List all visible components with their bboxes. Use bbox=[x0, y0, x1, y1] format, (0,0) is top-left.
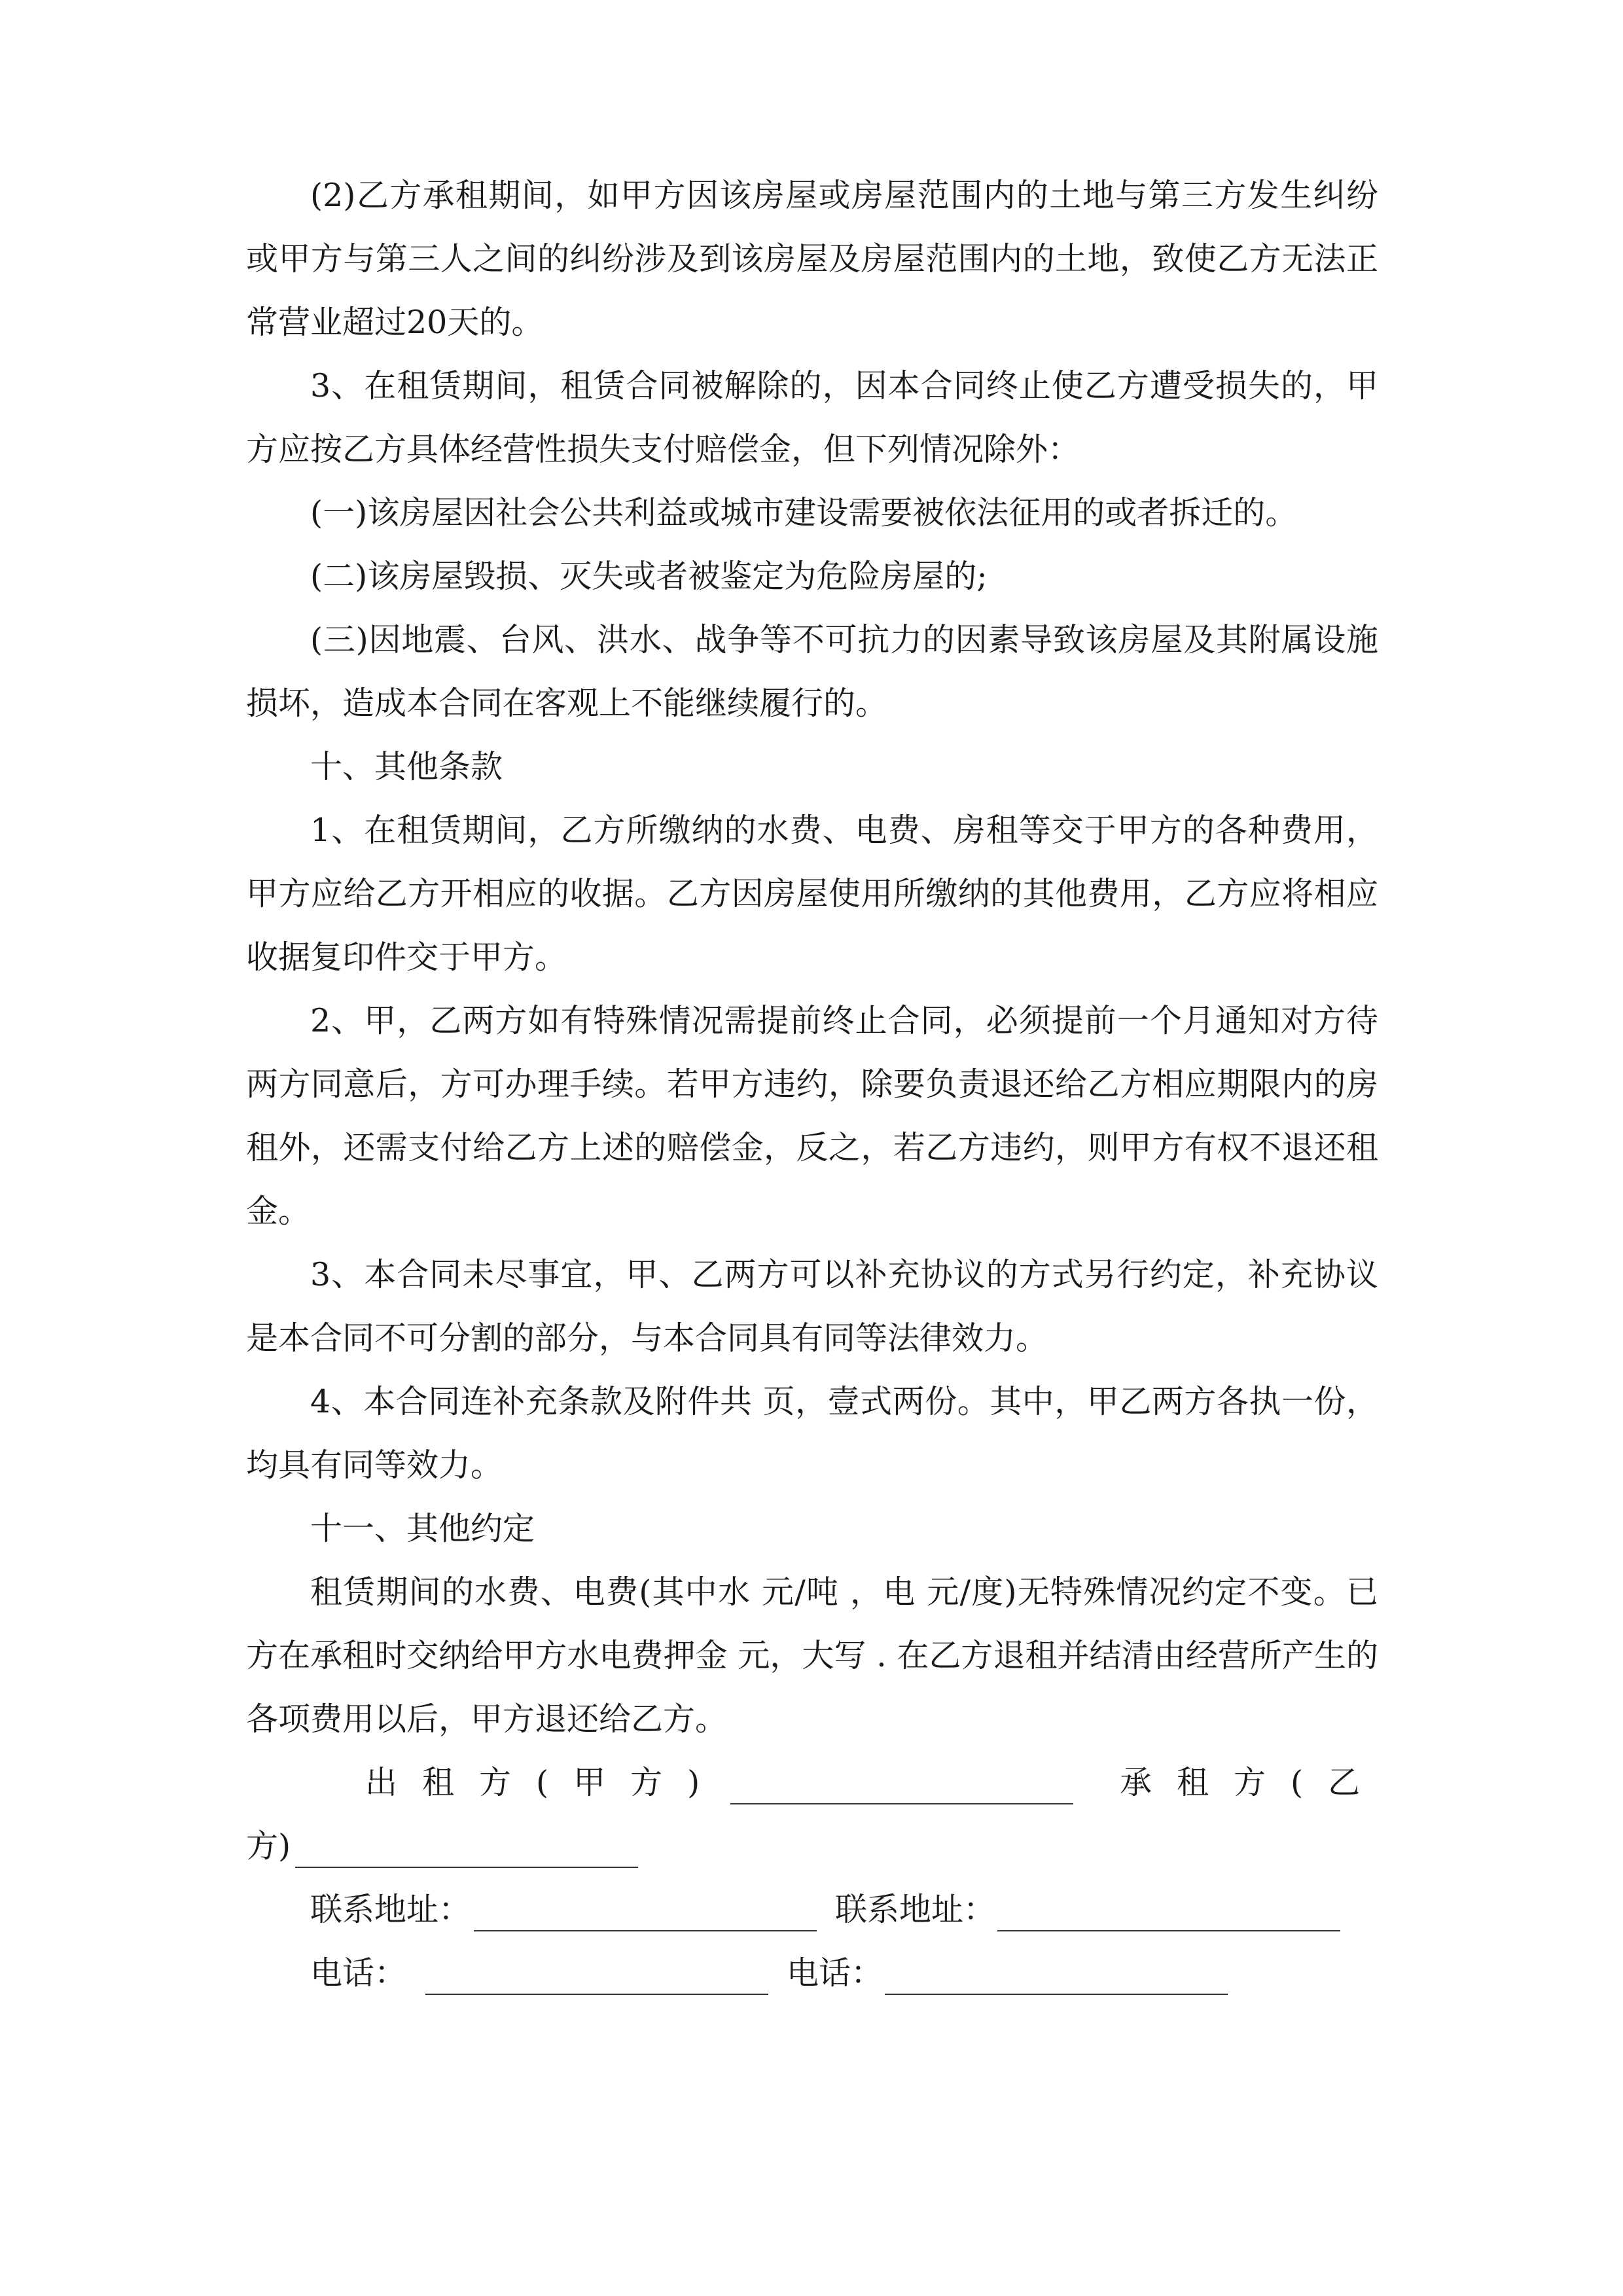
section-11-heading: 十一、其他约定 bbox=[310, 1510, 535, 1547]
other-clause-4: 4、本合同连补充条款及附件共 页，壹式两份。其中，甲乙两方各执一份，均具有同等效力。 bbox=[246, 1383, 1378, 1484]
section-10-heading: 十、其他条款 bbox=[310, 748, 503, 785]
lessee-label: 承租方(乙 bbox=[1120, 1764, 1385, 1801]
signature-block bbox=[246, 1751, 1385, 2005]
lessee-address-label: 联系地址： bbox=[835, 1891, 996, 1928]
party-line-continued bbox=[246, 1814, 1378, 1878]
lessor-phone-label: 电话： bbox=[310, 1954, 407, 1992]
lessor-label: 出租方(甲方) bbox=[365, 1764, 725, 1801]
phone-line bbox=[246, 1941, 1378, 2005]
contract-page bbox=[246, 164, 1385, 2005]
other-clause-2: 2、甲，乙两方如有特殊情况需提前终止合同，必须提前一个月通知对方待两方同意后，方可办理手续。若甲方违约，除要负责退还给乙方相应期限内的房租外，还需支付给乙方上述的赔偿金，反之，若乙方违约，则甲方有权不退还租金。 bbox=[246, 1002, 1378, 1230]
lessee-signature-blank[interactable] bbox=[295, 1833, 638, 1868]
clause-3: 3、在租赁期间，租赁合同被解除的，因本合同终止使乙方遭受损失的，甲方应按乙方具体经营性损失支付赔偿金，但下列情况除外： bbox=[246, 367, 1378, 468]
lessor-address-label: 联系地址： bbox=[310, 1891, 471, 1928]
lessor-phone-blank[interactable] bbox=[425, 1960, 768, 1995]
lessor-signature-blank[interactable] bbox=[730, 1769, 1073, 1804]
lessee-label-continued: 方) bbox=[246, 1827, 291, 1865]
address-line bbox=[246, 1878, 1378, 1941]
lessee-phone-blank[interactable] bbox=[885, 1960, 1228, 1995]
other-clause-3: 3、本合同未尽事宜，甲、乙两方可以补充协议的方式另行约定，补充协议是本合同不可分割的部分，与本合同具有同等法律效力。 bbox=[246, 1256, 1378, 1357]
exception-1: (一)该房屋因社会公共利益或城市建设需要被依法征用的或者拆迁的。 bbox=[310, 494, 1298, 531]
exception-3: (三)因地震、台风、洪水、战争等不可抗力的因素导致该房屋及其附属设施损坏，造成本合同在客观上不能继续履行的。 bbox=[246, 621, 1378, 722]
lessee-phone-label: 电话： bbox=[787, 1954, 883, 1992]
clause-2-2: (2)乙方承租期间，如甲方因该房屋或房屋范围内的土地与第三方发生纠纷或甲方与第三人之间的纠纷涉及到该房屋及房屋范围内的土地，致使乙方无法正常营业超过20天的。 bbox=[246, 177, 1378, 341]
exception-2: (二)该房屋毁损、灭失或者被鉴定为危险房屋的; bbox=[310, 558, 988, 595]
lessee-address-blank[interactable] bbox=[997, 1896, 1340, 1931]
lessor-address-blank[interactable] bbox=[474, 1896, 817, 1931]
other-clause-1: 1、在租赁期间，乙方所缴纳的水费、电费、房租等交于甲方的各种费用，甲方应给乙方开相应的收据。乙方因房屋使用所缴纳的其他费用，乙方应将相应收据复印件交于甲方。 bbox=[246, 812, 1378, 976]
other-agreement: 租赁期间的水费、电费(其中水 元/吨 ，电 元/度)无特殊情况约定不变。已方在承租时交纳给甲方水电费押金 元，大写 . 在乙方退租并结清由经营所产生的各项费用以后，甲方退还给乙方。 bbox=[246, 1573, 1378, 1738]
party-line bbox=[246, 1751, 1385, 1814]
